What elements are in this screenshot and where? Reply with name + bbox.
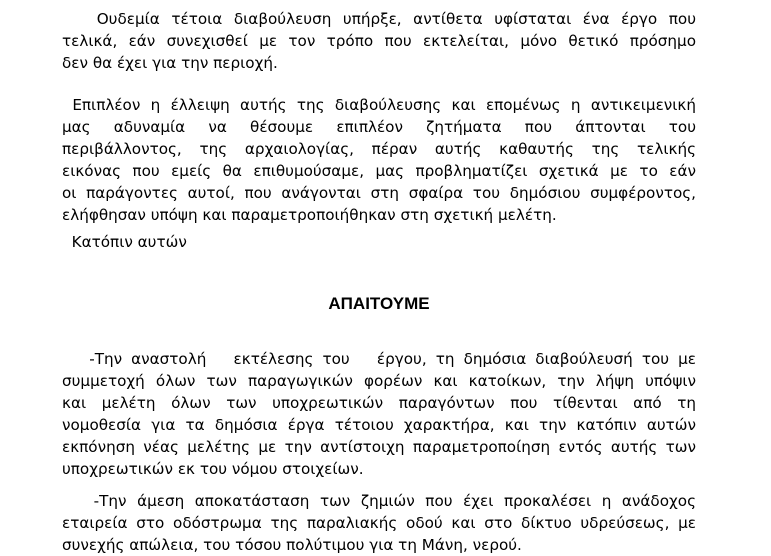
paragraph-2 — [62, 94, 696, 226]
paragraph-1-line: δεν θα έχει για την περιοχή. — [62, 54, 278, 72]
transition-text — [62, 231, 696, 253]
demand-2 — [62, 490, 696, 556]
demand-1-line: συμμετοχή όλων των παραγωγικών φορέων και κατοίκων, την λήψη υπόψιν — [62, 372, 696, 390]
paragraph-1-line: Ουδεμία τέτοια διαβούλευση υπήρξε, αντίθετα υφίσταται ένα έργο που — [62, 10, 696, 28]
paragraph-1-line: τελικά, εάν συνεχισθεί με τον τρόπο που εκτελείται, μόνο θετικό πρόσημο — [62, 32, 696, 50]
page-title: ΑΠΑΙΤΟΥΜΕ — [328, 294, 430, 313]
demand-1-line: και μελέτη όλων των υποχρεωτικών παραγόντων που τίθενται από τη — [62, 394, 696, 412]
paragraph-2-line: εικόνας που εμείς θα επιθυμούσαμε, μας προβληματίζει σχετικά με το εάν — [62, 162, 696, 180]
paragraph-2-line: ελήφθησαν υπόψη και παραμετροποιήθηκαν στη σχετική μελέτη. — [62, 206, 557, 224]
paragraph-1 — [62, 8, 696, 74]
demand-2-line: συνεχής απώλεια, του τόσου πολύτιμου για τη Μάνη, νερού. — [62, 536, 522, 554]
paragraph-2-line: μας αδυναμία να θέσουμε επιπλέον ζητήματα που άπτονται του — [62, 118, 696, 136]
heading-block — [62, 294, 696, 314]
demand-1 — [62, 348, 696, 480]
demand-1-line: υποχρεωτικών εκ του νόμου στοιχείων. — [62, 460, 364, 478]
demand-1-line: νομοθεσία για τα δημόσια έργα τέτοιου χαρακτήρα, και την κατόπιν αυτών — [62, 416, 696, 434]
demand-1-line: -Την αναστολή εκτέλεσης του έργου, τη δημόσια διαβούλευσή του με — [62, 350, 696, 368]
demand-2-line: -Την άμεση αποκατάσταση των ζημιών που έχει προκαλέσει η ανάδοχος — [62, 492, 696, 510]
paragraph-2-line: οι παράγοντες αυτοί, που ανάγονται στη σφαίρα του δημόσιου συμφέροντος, — [62, 184, 696, 202]
demand-1-line: εκπόνηση νέας μελέτης με την αντίστοιχη παραμετροποίηση εντός αυτής των — [62, 438, 696, 456]
demand-2-line: εταιρεία στο οδόστρωμα της παραλιακής οδού και στο δίκτυο υδρεύσεως, με — [62, 514, 696, 532]
transition-line: Κατόπιν αυτών — [62, 233, 187, 251]
paragraph-2-line: περιβάλλοντος, της αρχαιολογίας, πέραν αυτής καθαυτής της τελικής — [62, 140, 696, 158]
paragraph-2-line: Επιπλέον η έλλειψη αυτής της διαβούλευσης και επομένως η αντικειμενική — [62, 96, 696, 114]
